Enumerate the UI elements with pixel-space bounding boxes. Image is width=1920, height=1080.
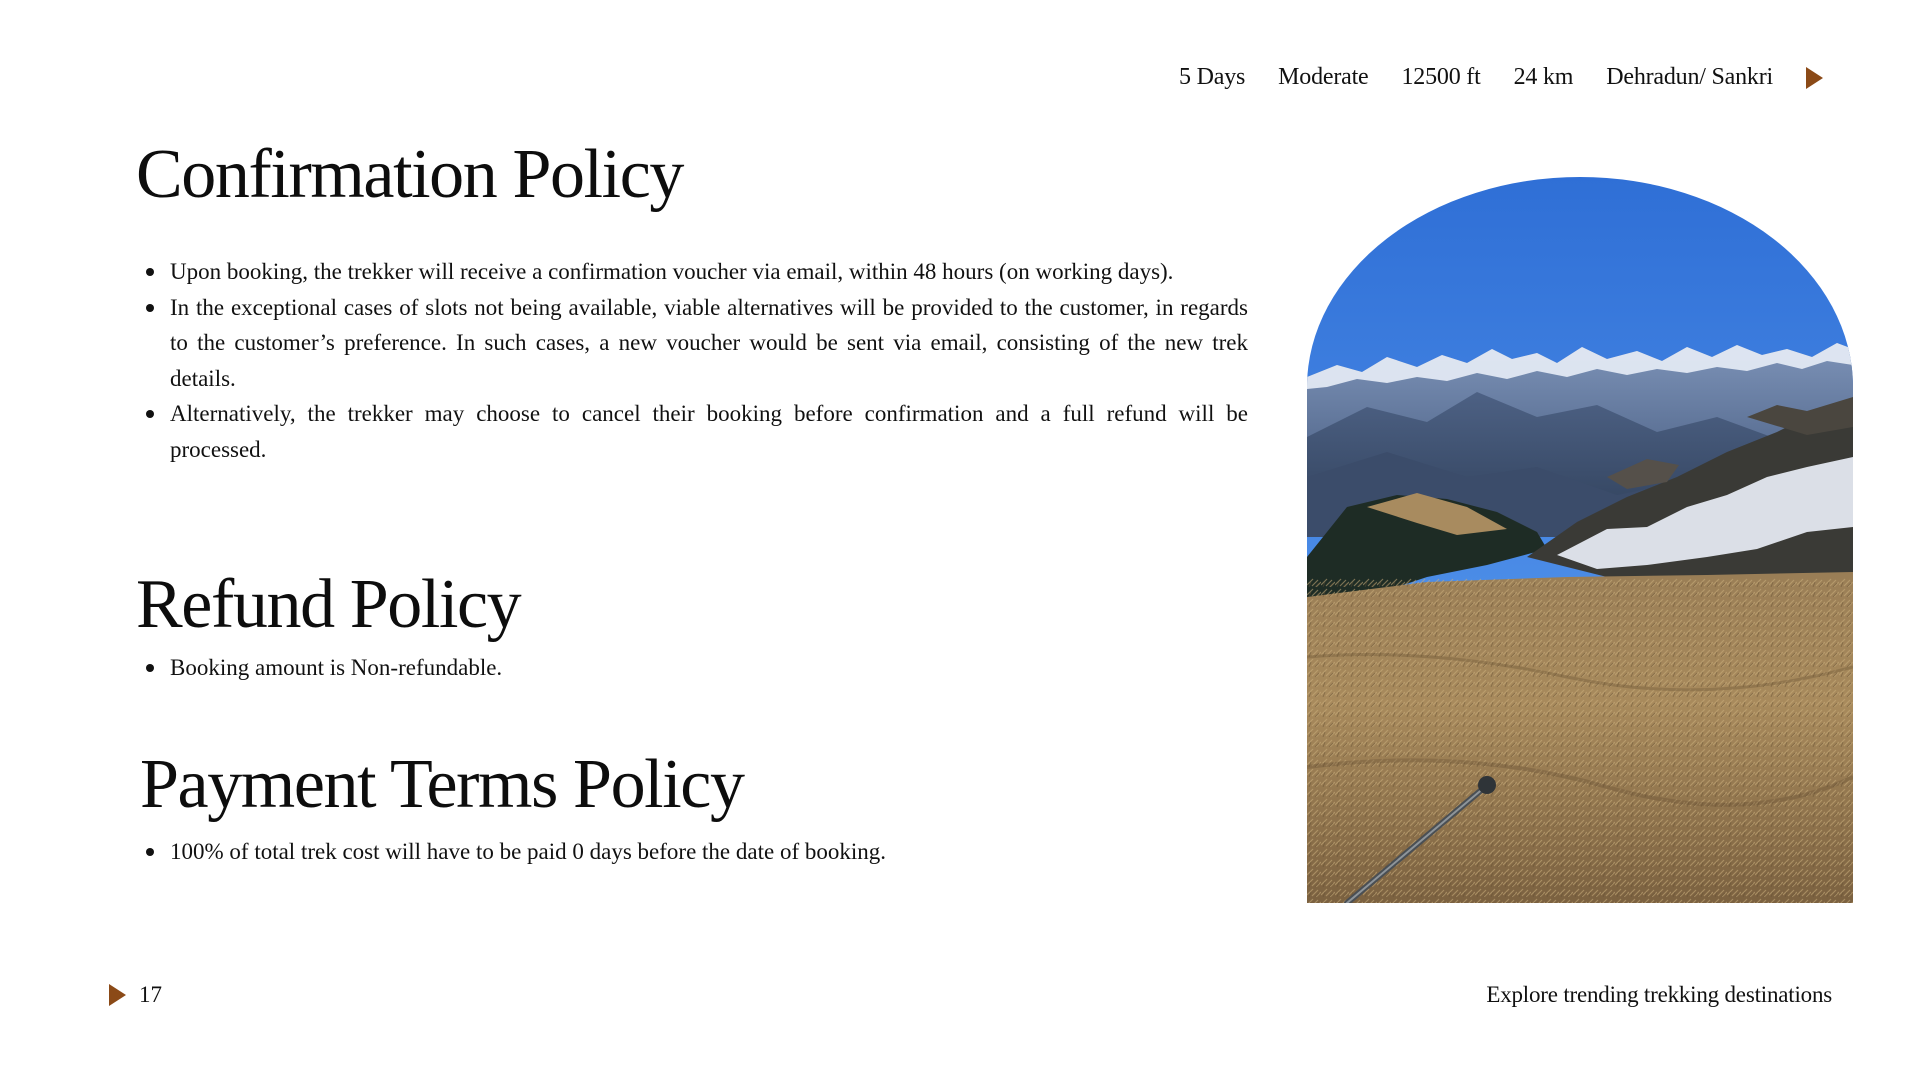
mountain-landscape-illustration (1307, 177, 1853, 903)
bullet-icon (146, 268, 154, 276)
trek-difficulty: Moderate (1278, 64, 1369, 90)
trek-distance: 24 km (1513, 64, 1574, 90)
list-item-text: Booking amount is Non-refundable. (170, 655, 503, 680)
play-triangle-icon (109, 984, 126, 1006)
trek-info-bar (1179, 64, 1823, 91)
trek-duration: 5 Days (1179, 64, 1246, 90)
page-number: 17 (139, 982, 162, 1007)
confirmation-policy-list (136, 254, 1248, 467)
list-item-text: Upon booking, the trekker will receive a confirmation voucher via email, within 48 hours (on working days). (170, 259, 1174, 284)
mountain-landscape-photo (1307, 177, 1853, 903)
policy-content (136, 136, 1248, 864)
list-item (136, 254, 1248, 290)
list-item-text: In the exceptional cases of slots not being available, viable alternatives will be provided to the customer, in regards to the customer’s preference. In such cases, a new voucher would be sent via email, consisting of the new trek details. (170, 294, 1248, 391)
refund-policy-list (136, 650, 1248, 686)
list-item (136, 650, 1248, 686)
bullet-icon (146, 664, 154, 672)
bullet-icon (146, 410, 154, 418)
payment-terms-policy-list (140, 834, 1248, 870)
refund-policy-heading: Refund Policy (136, 566, 521, 643)
confirmation-policy-section (136, 136, 1248, 467)
list-item (136, 290, 1248, 397)
list-item-text: 100% of total trek cost will have to be paid 0 days before the date of booking. (170, 839, 886, 864)
play-triangle-icon (1806, 67, 1823, 89)
trek-altitude: 12500 ft (1401, 64, 1481, 90)
refund-policy-section (136, 566, 1248, 686)
payment-terms-policy-heading: Payment Terms Policy (140, 746, 744, 823)
trek-base: Dehradun/ Sankri (1606, 64, 1773, 90)
list-item (140, 834, 1248, 870)
list-item (136, 396, 1248, 467)
bullet-icon (146, 304, 154, 312)
bullet-icon (146, 848, 154, 856)
confirmation-policy-heading: Confirmation Policy (136, 136, 683, 213)
list-item-text: Alternatively, the trekker may choose to cancel their booking before confirmation and a full refund will be processed. (170, 401, 1248, 462)
page-number-area (109, 982, 162, 1008)
footer-tagline: Explore trending trekking destinations (1486, 982, 1832, 1007)
payment-terms-policy-section (140, 746, 1248, 870)
